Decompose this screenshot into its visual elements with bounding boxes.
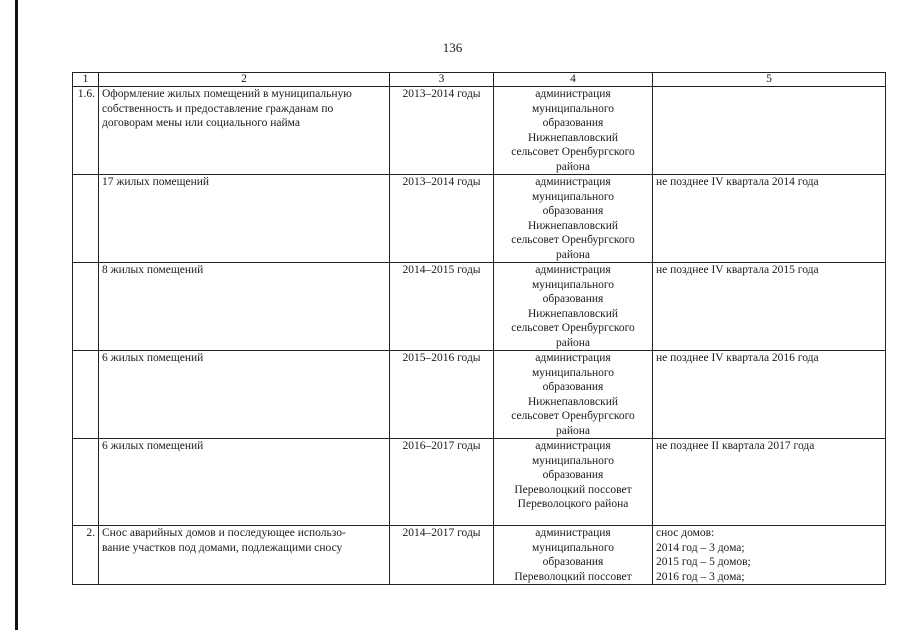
row-number-cell: [73, 87, 99, 175]
row-number-cell: [73, 175, 99, 263]
description-line: собственность и предоставление гражданам по: [102, 102, 334, 115]
result-line: снос домов:: [656, 527, 715, 539]
result-line: 2015 год – 5 домов;: [656, 556, 751, 568]
table-row: [73, 439, 886, 526]
result-line: не позднее IV квартала 2016 года: [656, 352, 819, 364]
executor-line: администрация: [535, 352, 611, 364]
result-cell: [653, 263, 886, 351]
table-body: [73, 73, 886, 585]
table-row: [73, 87, 886, 175]
period-cell: [390, 263, 494, 351]
executor-cell: [494, 439, 653, 526]
executor-line: образования: [542, 293, 604, 305]
description-cell: [99, 526, 390, 585]
result-cell: [653, 87, 886, 175]
executor-line: администрация: [535, 88, 611, 100]
executor-cell: [494, 87, 653, 175]
executor-line: сельсовет Оренбургского: [511, 146, 635, 158]
executor-line: сельсовет Оренбургского: [511, 410, 635, 422]
description-line: 8 жилых помещений: [102, 264, 204, 276]
period-text: 2014–2017 годы: [402, 527, 481, 539]
executor-line: Переволоцкий поссовет: [514, 483, 632, 496]
executor-line: муниципального: [531, 541, 615, 554]
table-row: [73, 526, 886, 585]
executor-line: района: [555, 248, 591, 261]
executor-line: муниципального: [531, 366, 615, 379]
result-line: не позднее II квартала 2017 года: [656, 440, 815, 452]
executor-line: Нижнепавловский: [527, 307, 619, 320]
result-line: 2014 год – 3 дома;: [656, 541, 745, 554]
description-line: Снос аварийных домов и последующее использо-: [102, 527, 346, 539]
page-number: 136: [442, 40, 463, 55]
executor-line: муниципального: [531, 278, 615, 291]
executor-line: образования: [542, 117, 604, 129]
period-cell: [390, 87, 494, 175]
row-number-cell: [73, 263, 99, 351]
executor-line: образования: [542, 556, 604, 568]
table-row: [73, 175, 886, 263]
period-cell: [390, 175, 494, 263]
executor-line: муниципального: [531, 190, 615, 203]
executor-line: образования: [542, 381, 604, 393]
row-number: 2.: [86, 527, 95, 539]
executor-line: Нижнепавловский: [527, 131, 619, 144]
description-cell: [99, 351, 390, 439]
period-text: 2014–2015 годы: [402, 264, 481, 276]
description-cell: [99, 87, 390, 175]
executor-cell: [494, 526, 653, 585]
executor-line: сельсовет Оренбургского: [511, 234, 635, 246]
binding-edge-line: [15, 0, 18, 630]
period-cell: [390, 526, 494, 585]
row-number-cell: [73, 439, 99, 526]
description-line: 6 жилых помещений: [102, 440, 204, 452]
executor-line: района: [555, 424, 591, 437]
description-line: Оформление жилых помещений в муниципальную: [102, 88, 352, 100]
period-text: 2013–2014 годы: [402, 88, 481, 100]
executor-line: района: [555, 336, 591, 349]
description-line: 6 жилых помещений: [102, 352, 204, 364]
row-number-cell: [73, 351, 99, 439]
header-cell-5: 5: [653, 73, 886, 87]
row-number-cell: [73, 526, 99, 585]
header-cell-1: 1: [73, 73, 99, 87]
description-cell: [99, 175, 390, 263]
executor-line: администрация: [535, 264, 611, 276]
result-cell: [653, 351, 886, 439]
result-line: 2016 год – 3 дома;: [656, 570, 745, 583]
executor-line: администрация: [535, 527, 611, 539]
executor-cell: [494, 175, 653, 263]
executor-line: Переволоцкого района: [517, 498, 629, 510]
period-text: 2016–2017 годы: [402, 440, 481, 452]
table-row: [73, 351, 886, 439]
executor-line: Нижнепавловский: [527, 395, 619, 408]
plan-table: [72, 72, 886, 585]
executor-line: администрация: [535, 176, 611, 188]
result-cell: [653, 439, 886, 526]
result-cell: [653, 526, 886, 585]
table-header-row: [73, 73, 886, 87]
result-line: не позднее IV квартала 2015 года: [656, 264, 819, 276]
executor-cell: [494, 263, 653, 351]
header-cell-4: 4: [494, 73, 653, 87]
result-line: не позднее IV квартала 2014 года: [656, 176, 819, 188]
header-cell-3: 3: [390, 73, 494, 87]
executor-line: района: [555, 160, 591, 173]
period-cell: [390, 439, 494, 526]
period-text: 2013–2014 годы: [402, 176, 481, 188]
executor-line: муниципального: [531, 454, 615, 467]
table-row: [73, 263, 886, 351]
executor-line: администрация: [535, 440, 611, 452]
description-cell: [99, 263, 390, 351]
executor-cell: [494, 351, 653, 439]
executor-line: муниципального: [531, 102, 615, 115]
executor-line: образования: [542, 205, 604, 217]
executor-line: Нижнепавловский: [527, 219, 619, 232]
row-number: 1.6.: [77, 88, 95, 100]
result-cell: [653, 175, 886, 263]
description-cell: [99, 439, 390, 526]
executor-line: сельсовет Оренбургского: [511, 322, 635, 334]
description-line: 17 жилых помещений: [102, 176, 210, 188]
period-text: 2015–2016 годы: [402, 352, 481, 364]
description-line: договорам мены или социального найма: [102, 117, 300, 129]
period-cell: [390, 351, 494, 439]
executor-line: образования: [542, 469, 604, 481]
description-line: вание участков под домами, подлежащими сносу: [102, 541, 343, 554]
header-cell-2: 2: [99, 73, 390, 87]
executor-line: Переволоцкий поссовет: [514, 570, 632, 583]
